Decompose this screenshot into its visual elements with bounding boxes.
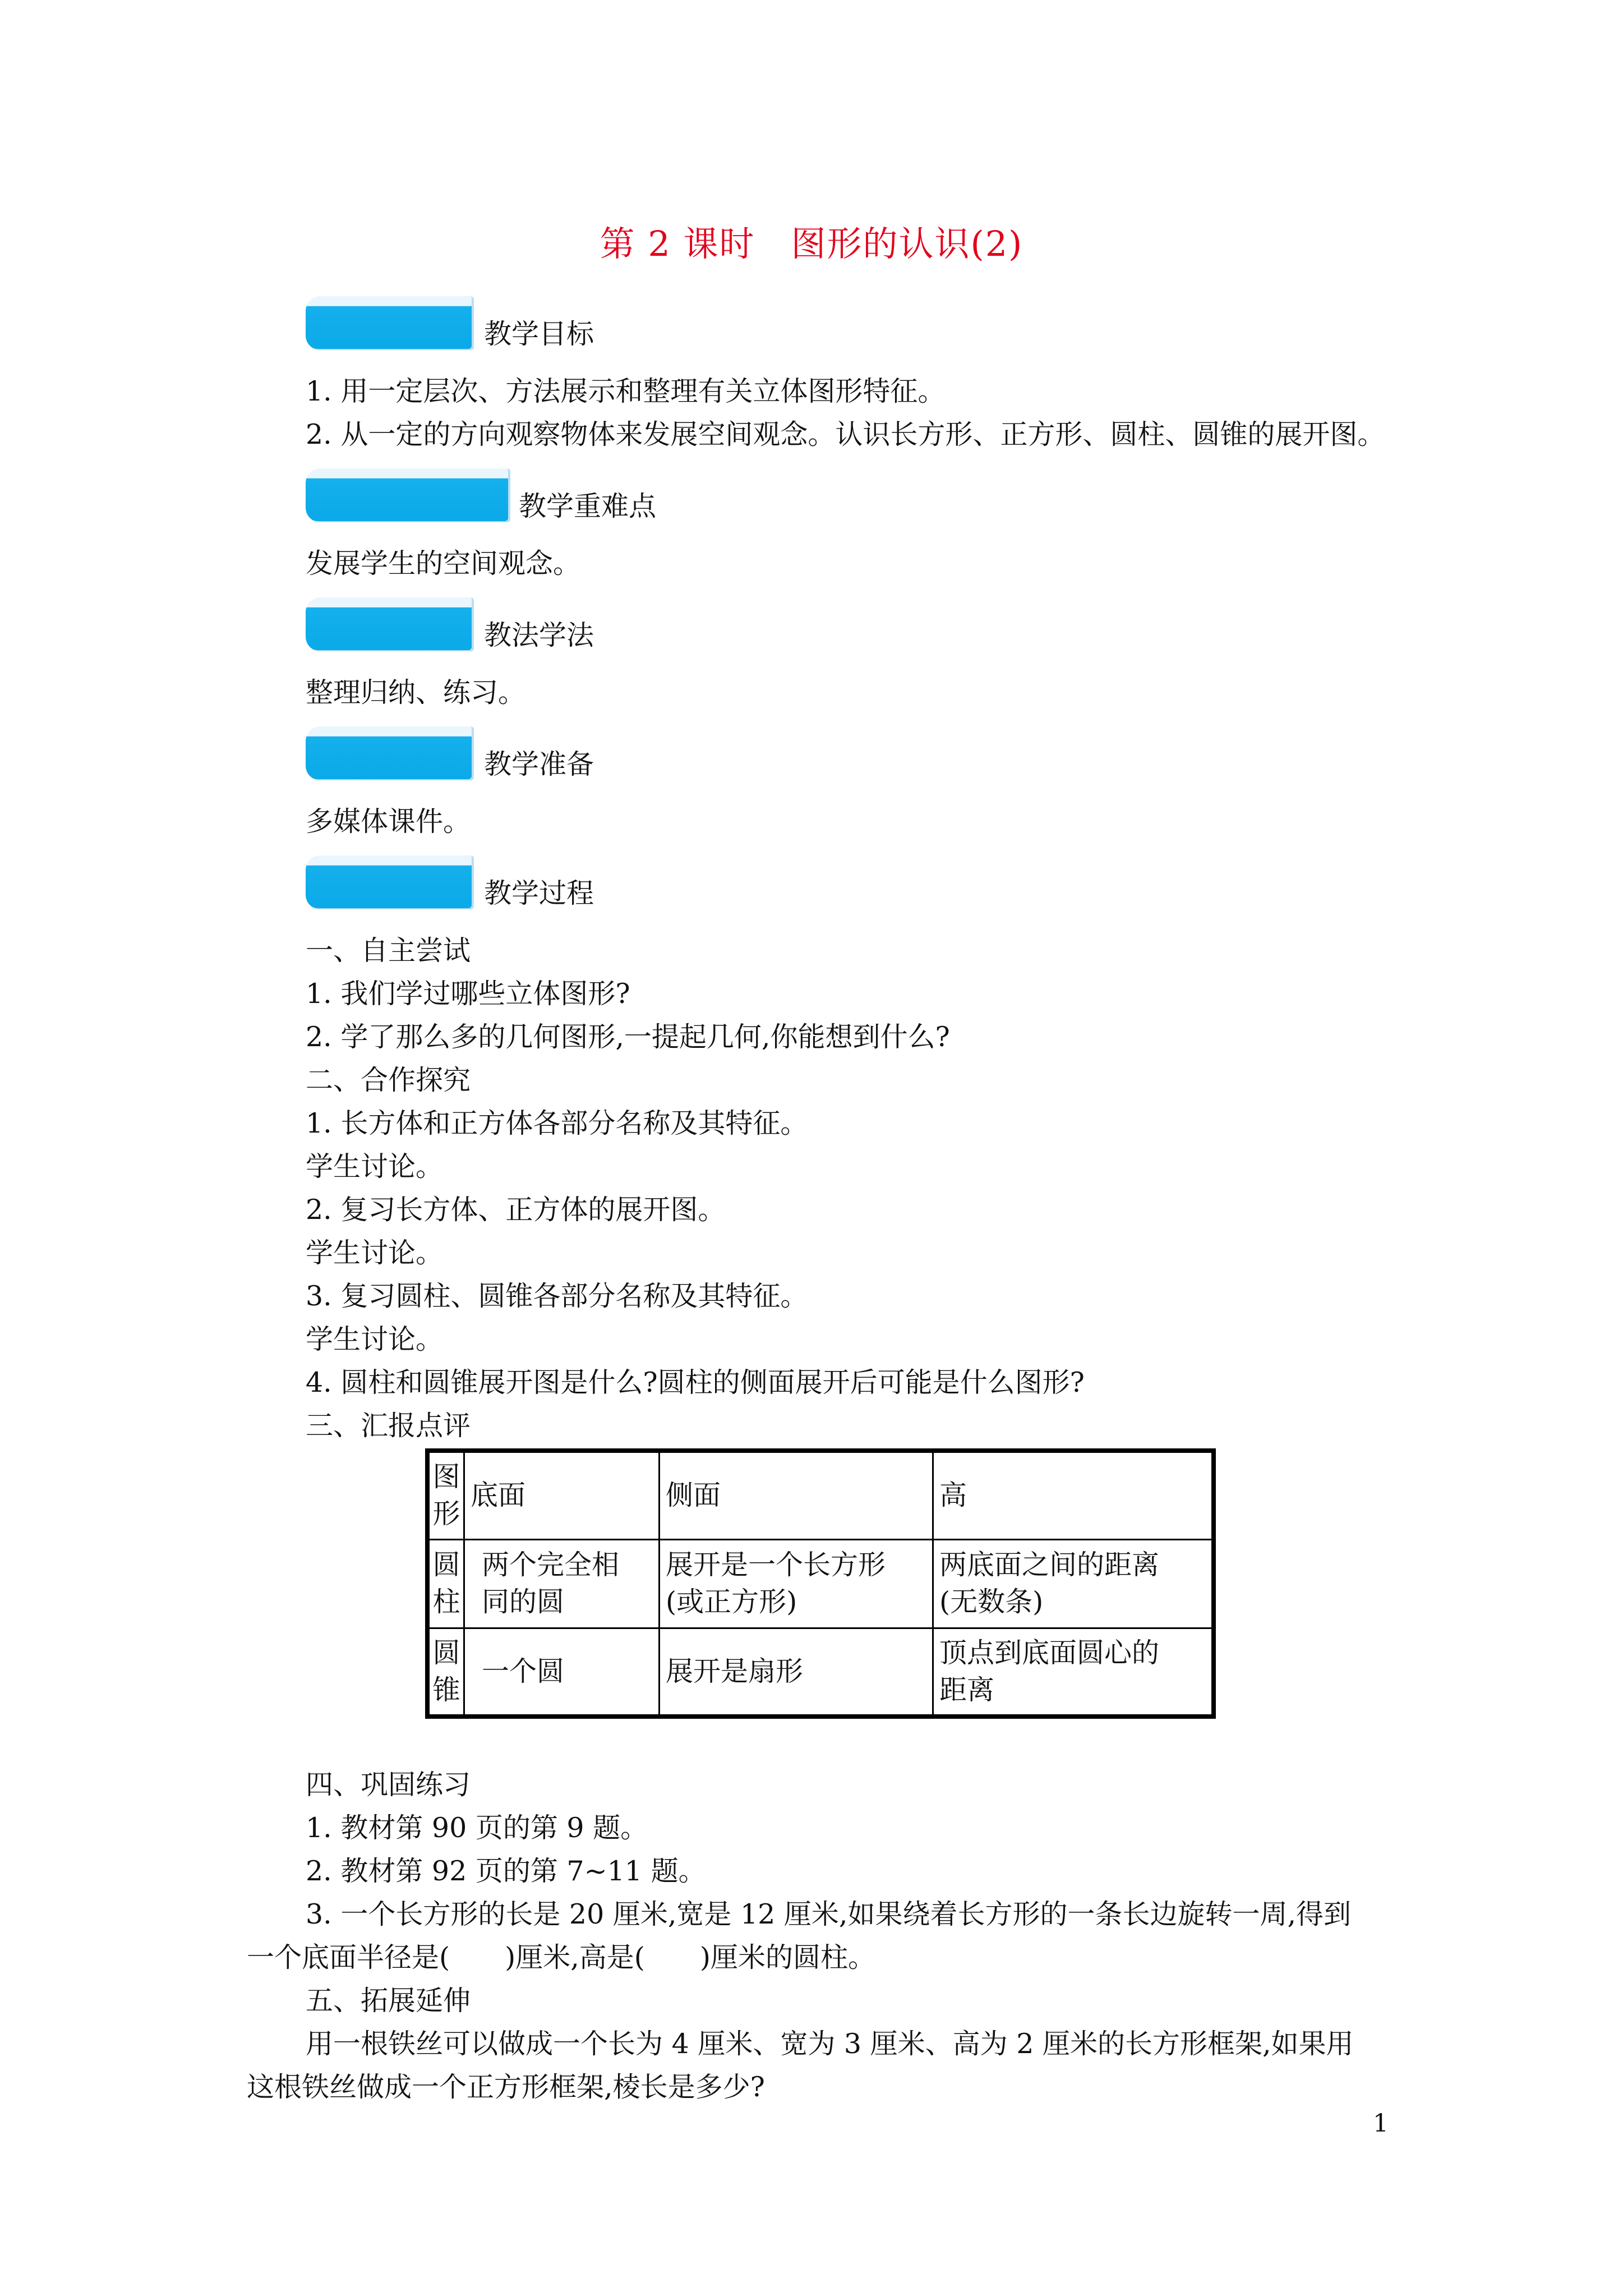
heading-tab <box>306 468 510 522</box>
list-item: 3. 复习圆柱、圆锥各部分名称及其特征。 <box>306 1280 808 1312</box>
list-item: 1. 我们学过哪些立体图形? <box>306 978 630 1010</box>
table-row <box>427 1451 1214 1539</box>
table-cell: 展开是一个长方形 (或正方形) <box>660 1539 933 1628</box>
table-row <box>427 1539 1214 1628</box>
list-item: 一个底面半径是( )厘米,高是( )厘米的圆柱。 <box>247 1941 876 1973</box>
page-number: 1 <box>1373 2109 1389 2138</box>
objective-item: 2. 从一定的方向观察物体来发展空间观念。认识长方形、正方形、圆柱、圆锥的展开图。 <box>306 418 1385 450</box>
list-item: 2. 学了那么多的几何图形,一提起几何,你能想到什么? <box>306 1021 950 1053</box>
page-title: 第 2 课时 图形的认识(2) <box>600 223 1023 264</box>
table-cell: 两底面之间的距离 (无数条) <box>933 1539 1214 1628</box>
table-cell: 图 形 <box>427 1451 464 1539</box>
table-cell: 高 <box>933 1451 1214 1539</box>
list-item: 3. 一个长方形的长是 20 厘米,宽是 12 厘米,如果绕着长方形的一条长边旋转一周,得到 <box>306 1898 1352 1930</box>
preparation-text: 多媒体课件。 <box>306 806 471 838</box>
part-title: 一、自主尝试 <box>306 935 471 967</box>
list-item: 2. 复习长方体、正方体的展开图。 <box>306 1194 726 1226</box>
heading-label: 教学过程 <box>484 877 594 909</box>
table-cell: 展开是扇形 <box>660 1628 933 1717</box>
list-item: 1. 长方体和正方体各部分名称及其特征。 <box>306 1107 808 1139</box>
list-item: 4. 圆柱和圆锥展开图是什么?圆柱的侧面展开后可能是什么图形? <box>306 1366 1085 1398</box>
part-title: 四、巩固练习 <box>306 1769 471 1801</box>
list-item: 1. 教材第 90 页的第 9 题。 <box>306 1812 648 1844</box>
table-cell: 侧面 <box>660 1451 933 1539</box>
table-cell: 两个完全相 同的圆 <box>464 1539 660 1628</box>
methods-text: 整理归纳、练习。 <box>306 677 526 708</box>
list-item: 这根铁丝做成一个正方形框架,棱长是多少? <box>247 2071 765 2103</box>
list-item: 学生讨论。 <box>306 1237 444 1269</box>
table-row <box>427 1628 1214 1717</box>
heading-label: 教学目标 <box>484 318 594 350</box>
key-points-text: 发展学生的空间观念。 <box>306 547 581 579</box>
table-cell: 顶点到底面圆心的 距离 <box>933 1628 1214 1717</box>
heading-label: 教学重难点 <box>519 490 657 522</box>
table-cell: 底面 <box>464 1451 660 1539</box>
objective-item: 1. 用一定层次、方法展示和整理有关立体图形特征。 <box>306 375 946 407</box>
heading-tab <box>306 597 474 651</box>
part-title: 五、拓展延伸 <box>306 1985 471 2017</box>
table-cell: 一个圆 <box>464 1628 660 1717</box>
heading-tab <box>306 855 474 909</box>
list-item: 2. 教材第 92 页的第 7~11 题。 <box>306 1855 706 1887</box>
list-item: 用一根铁丝可以做成一个长为 4 厘米、宽为 3 厘米、高为 2 厘米的长方形框架,如果用 <box>306 2028 1354 2060</box>
list-item: 学生讨论。 <box>306 1323 444 1355</box>
table-cell: 圆 柱 <box>427 1539 464 1628</box>
table-cell: 圆 锥 <box>427 1628 464 1717</box>
list-item: 学生讨论。 <box>306 1151 444 1182</box>
part-title: 二、合作探究 <box>306 1064 471 1096</box>
heading-label: 教法学法 <box>484 619 594 651</box>
heading-tab <box>306 726 474 780</box>
heading-tab <box>306 296 474 350</box>
summary-table <box>425 1448 1216 1719</box>
part-title: 三、汇报点评 <box>306 1410 471 1442</box>
heading-label: 教学准备 <box>484 748 594 780</box>
